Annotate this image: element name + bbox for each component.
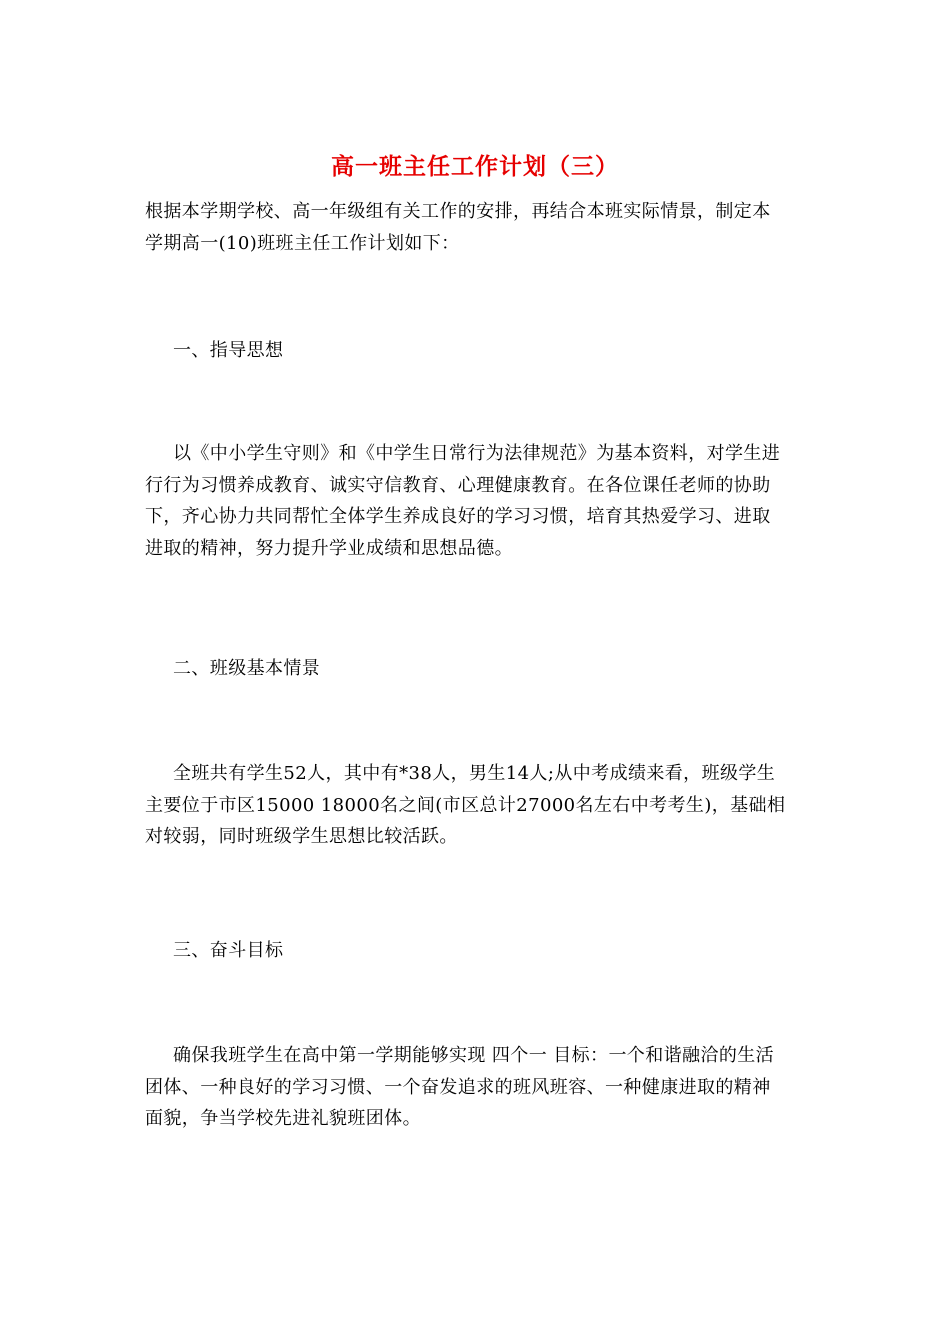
document-title: 高一班主任工作计划（三） bbox=[331, 153, 619, 180]
paragraph-line: 全班共有学生52人，其中有*38人，男生14人;从中考成绩来看，班级学生 bbox=[173, 763, 776, 784]
paragraph-line: 主要位于市区15000 18000名之间(市区总计27000名左右中考考生)，基础相 bbox=[145, 794, 786, 816]
paragraph-line: 以《中小学生守则》和《中学生日常行为法律规范》为基本资料，对学生进 bbox=[173, 443, 781, 464]
paragraph-line: 进取的精神，努力提升学业成绩和思想品德。 bbox=[145, 537, 513, 559]
paragraph-line: 团体、一种良好的学习习惯、一个奋发追求的班风班容、一种健康进取的精神 bbox=[145, 1076, 771, 1098]
paragraph-line: 行行为习惯养成教育、诚实守信教育、心理健康教育。在各位课任老师的协助 bbox=[145, 474, 771, 496]
section-paragraph-class-situation bbox=[145, 758, 810, 853]
paragraph-line: 确保我班学生在高中第一学期能够实现 四个一 目标：一个和谐融洽的生活 bbox=[173, 1045, 775, 1066]
section-heading-goals: 三、奋斗目标 bbox=[173, 940, 284, 961]
section-paragraph-guiding-ideology bbox=[145, 438, 810, 564]
section-heading-class-situation: 二、班级基本情景 bbox=[173, 658, 321, 679]
intro-line: 根据本学期学校、高一年级组有关工作的安排，再结合本班实际情景，制定本 bbox=[145, 201, 771, 222]
paragraph-line: 对较弱，同时班级学生思想比较活跃。 bbox=[145, 826, 458, 847]
section-paragraph-goals bbox=[145, 1040, 810, 1135]
intro-line: 学期高一(10)班班主任工作计划如下： bbox=[145, 232, 460, 254]
paragraph-line: 面貌，争当学校先进礼貌班团体。 bbox=[145, 1108, 421, 1129]
paragraph-line: 下，齐心协力共同帮忙全体学生养成良好的学习习惯，培育其热爱学习、进取 bbox=[145, 506, 771, 527]
intro-paragraph bbox=[145, 196, 810, 259]
section-heading-guiding-ideology: 一、指导思想 bbox=[173, 340, 284, 361]
